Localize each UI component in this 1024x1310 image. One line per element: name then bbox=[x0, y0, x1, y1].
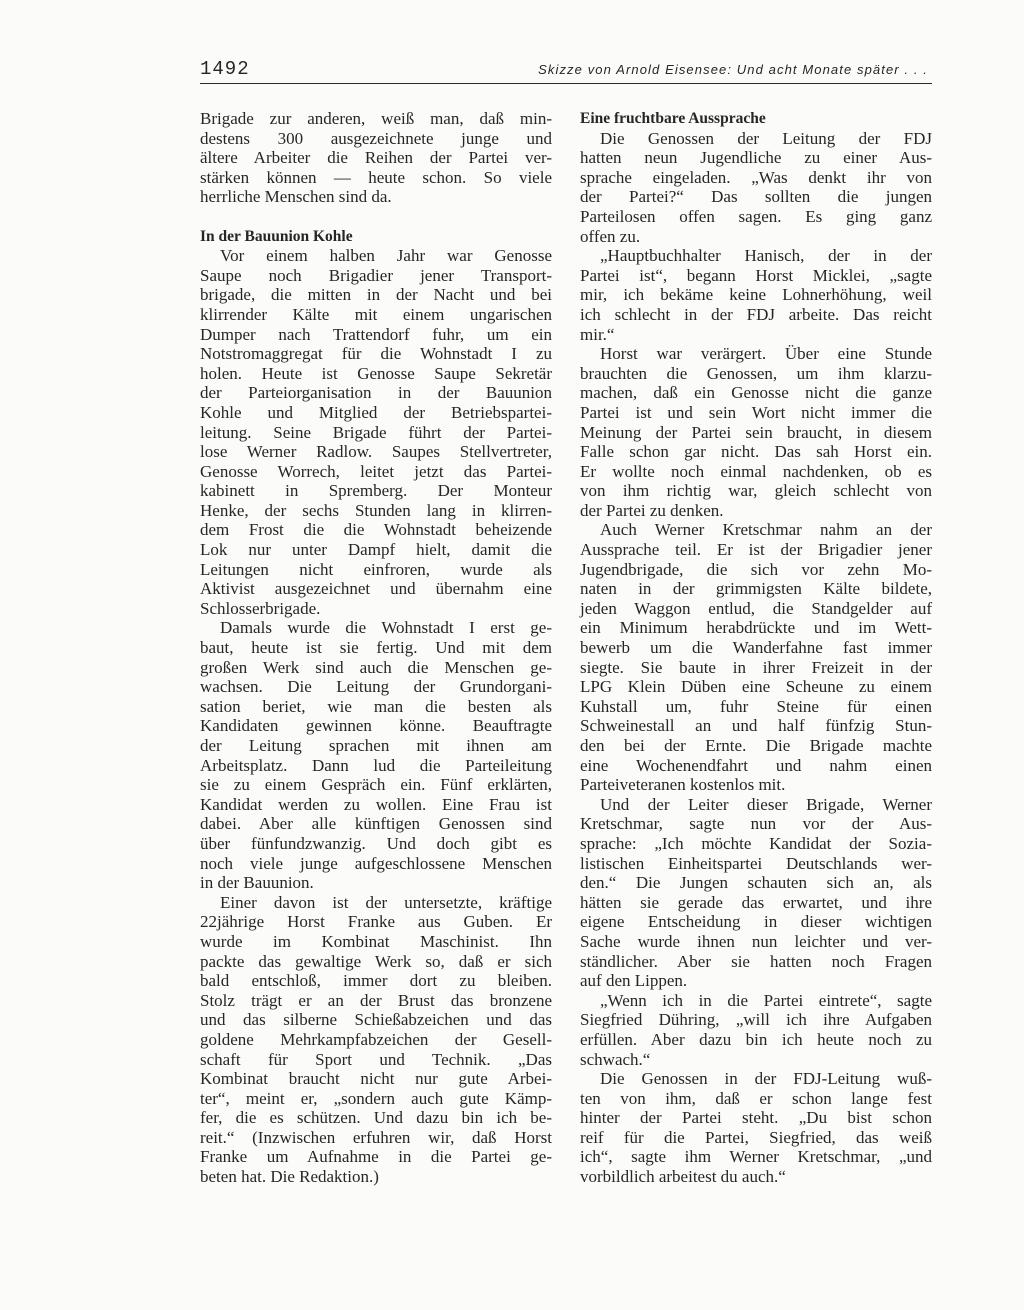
text-line: beten hat. Die Redaktion.) bbox=[200, 1167, 379, 1187]
text-line: ich“, sagte ihm Werner Kretschmar, „und bbox=[580, 1147, 932, 1167]
text-line: wurde im Kombinat Maschinist. Ihn bbox=[200, 931, 552, 951]
text-line: Parteiveteranen kostenlos mit. bbox=[580, 775, 786, 795]
text-line: ältere Arbeiter die Reihen der Partei ver- bbox=[200, 148, 552, 168]
text-line: sie zu einem Gespräch ein. Fünf erklärten, bbox=[200, 775, 552, 795]
text-line: Schlosserbrigade. bbox=[200, 598, 321, 618]
text-line: Kretschmar, sagte nun vor der Aus- bbox=[580, 814, 932, 834]
text-line: goldene Mehrkampfabzeichen der Gesell- bbox=[200, 1029, 552, 1049]
text-line: Auch Werner Kretschmar nahm an der bbox=[600, 520, 932, 540]
text-line: Saupe noch Brigadier jener Transport- bbox=[200, 265, 552, 285]
text-line: LPG Klein Düben eine Scheune zu einem bbox=[580, 677, 932, 697]
text-line: Kandidaten gewinnen könne. Beauftragte bbox=[200, 716, 552, 736]
text-line: ständlicher. Aber sie hatten noch Fragen bbox=[580, 951, 932, 971]
text-line: machen, daß ein Genosse nicht die ganze bbox=[580, 383, 932, 403]
text-line: hatten neun Jugendliche zu einer Aus- bbox=[580, 148, 932, 168]
text-line: in der Bauunion. bbox=[200, 873, 314, 893]
text-line: hinter der Partei steht. „Du bist schon bbox=[580, 1108, 932, 1128]
text-line: dem Frost die die Wohnstadt beheizende bbox=[200, 520, 552, 540]
paragraph bbox=[580, 991, 932, 1069]
text-line: erfüllen. Aber dazu bin ich heute noch zu bbox=[580, 1029, 932, 1049]
text-line: Damals wurde die Wohnstadt I erst ge- bbox=[220, 618, 552, 638]
text-line: schwach.“ bbox=[580, 1049, 651, 1069]
text-line: stärken können — heute schon. So viele bbox=[200, 167, 552, 187]
text-line: Genosse Worrech, leitet jetzt das Partei- bbox=[200, 461, 552, 481]
text-line: Notstromaggregat für die Wohnstadt I zu bbox=[200, 344, 552, 364]
text-line: Sache wurde ihnen nun leichter und ver- bbox=[580, 931, 932, 951]
text-line: sprache: „Ich möchte Kandidat der Sozia- bbox=[580, 833, 932, 853]
text-line: Siegfried Dühring, „will ich ihre Aufgaben bbox=[580, 1010, 932, 1030]
text-line: „Hauptbuchhalter Hanisch, der in der bbox=[600, 246, 932, 266]
text-line: Franke um Aufnahme in die Partei ge- bbox=[200, 1147, 552, 1167]
text-line: bald entschloß, immer dort zu bleiben. bbox=[200, 971, 552, 991]
text-line: naten in der grimmigsten Kälte bildete, bbox=[580, 579, 932, 599]
text-line: Einer davon ist der untersetzte, kräftige bbox=[220, 892, 552, 912]
text-line: ein Minimum herabdrückte und im Wett- bbox=[580, 618, 932, 638]
paragraph bbox=[200, 109, 552, 207]
text-line: mir.“ bbox=[580, 324, 615, 344]
text-line: klirrender Kälte mit einem ungarischen bbox=[200, 304, 552, 324]
text-line: destens 300 ausgezeichnete junge und bbox=[200, 128, 552, 148]
text-line: Meinung der Partei sein braucht, in diesem bbox=[580, 422, 932, 442]
section-heading: In der Bauunion Kohle bbox=[200, 227, 353, 245]
text-line: Lok nur unter Dampf hielt, damit die bbox=[200, 540, 552, 560]
text-line: noch viele junge aufgeschlossene Menschen bbox=[200, 853, 552, 873]
text-line: bewerb um die Wanderfahne fast immer bbox=[580, 638, 932, 658]
text-line: Stolz trägt er an der Brust das bronzene bbox=[200, 990, 552, 1010]
section-heading: Eine fruchtbare Aussprache bbox=[580, 110, 766, 127]
text-line: eigene Entscheidung in dieser wichtigen bbox=[580, 912, 932, 932]
text-line: Horst war verärgert. Über eine Stunde bbox=[600, 344, 932, 364]
text-line: dabei. Aber alle künftigen Genossen sind bbox=[200, 814, 552, 834]
text-line: eine Wochenendfahrt und nahm einen bbox=[580, 755, 932, 775]
text-line: der Partei zu denken. bbox=[580, 500, 724, 520]
text-line: Leitungen nicht einfroren, wurde als bbox=[200, 559, 552, 579]
text-line: Brigade zur anderen, weiß man, daß min- bbox=[200, 109, 552, 128]
text-line: jeden Waggon entlud, die Standgelder auf bbox=[580, 598, 932, 618]
text-line: Aktivist ausgezeichnet und übernahm eine bbox=[200, 579, 552, 599]
paragraph bbox=[200, 246, 552, 618]
running-title: Skizze von Arnold Eisensee: Und acht Monate später . . . bbox=[538, 62, 928, 77]
paragraph bbox=[580, 520, 932, 794]
header-rule bbox=[200, 83, 932, 84]
paragraph bbox=[200, 618, 552, 892]
text-line: mir, ich bekäme keine Lohnerhöhung, weil bbox=[580, 285, 932, 305]
text-line: brauchten die Genossen, um ihm klarzu- bbox=[580, 363, 932, 383]
text-line: Aussprache teil. Er ist der Brigadier jener bbox=[580, 540, 932, 560]
text-line: sation beriet, wie man die besten als bbox=[200, 696, 552, 716]
text-line: Arbeitsplatz. Dann lud die Parteileitung bbox=[200, 755, 552, 775]
paragraph bbox=[580, 1069, 932, 1187]
text-line: hätten sie gerade das erwartet, und ihre bbox=[580, 892, 932, 912]
paragraph bbox=[200, 893, 552, 1187]
text-line: sprache eingeladen. „Was denkt ihr von bbox=[580, 167, 932, 187]
text-line: listischen Einheitspartei Deutschlands wer- bbox=[580, 853, 932, 873]
text-line: schaft für Sport und Technik. „Das bbox=[200, 1049, 552, 1069]
text-line: „Wenn ich in die Partei eintrete“, sagte bbox=[600, 990, 932, 1010]
text-line: herrliche Menschen sind da. bbox=[200, 187, 392, 207]
text-line: Partei ist“, begann Horst Micklei, „sagte bbox=[580, 265, 932, 285]
text-line: siegte. Sie baute in ihrer Freizeit in der bbox=[580, 657, 932, 677]
text-line: und das silberne Schießabzeichen und das bbox=[200, 1010, 552, 1030]
text-line: Kombinat braucht nicht nur gute Arbei- bbox=[200, 1069, 552, 1089]
text-line: kabinett in Spremberg. Der Monteur bbox=[200, 481, 552, 501]
text-line: Falle schon gar nicht. Das sah Horst ein. bbox=[580, 442, 932, 462]
text-line: Er wollte noch einmal nachdenken, ob es bbox=[580, 461, 932, 481]
text-line: ter“, meint er, „sondern auch gute Kämp- bbox=[200, 1088, 552, 1108]
paragraph bbox=[580, 795, 932, 991]
page-header bbox=[200, 58, 932, 86]
text-line: den bei der Ernte. Die Brigade machte bbox=[580, 736, 932, 755]
text-line: lose Werner Radlow. Saupes Stellvertreter, bbox=[200, 442, 552, 462]
text-line: reif für die Partei, Siegfried, das weiß bbox=[580, 1127, 932, 1147]
text-line: wachsen. Die Leitung der Grundorgani- bbox=[200, 677, 552, 697]
text-line: Kuhstall um, fuhr Steine für einen bbox=[580, 696, 932, 716]
text-line: leitung. Seine Brigade führt der Partei- bbox=[200, 422, 552, 442]
text-line: den.“ Die Jungen schauten sich an, als bbox=[580, 873, 932, 893]
text-line: vorbildlich arbeitest du auch.“ bbox=[580, 1167, 786, 1187]
text-line: über fünfundzwanzig. Und doch gibt es bbox=[200, 833, 552, 853]
right-column bbox=[580, 109, 932, 1187]
text-line: holen. Heute ist Genosse Saupe Sekretär bbox=[200, 363, 552, 383]
text-line: der Parteiorganisation in der Bauunion bbox=[200, 383, 552, 403]
text-line: von ihm richtig war, gleich schlecht von bbox=[580, 481, 932, 501]
paragraph bbox=[580, 246, 932, 344]
text-line: Parteilosen offen sagen. Es ging ganz bbox=[580, 206, 932, 226]
text-line: Henke, der sechs Stunden lang in klirren- bbox=[200, 500, 552, 520]
text-line: Und der Leiter dieser Brigade, Werner bbox=[600, 794, 932, 814]
text-line: Kandidat werden zu wollen. Eine Frau ist bbox=[200, 794, 552, 814]
text-line: Schweinestall an und half fünfzig Stun- bbox=[580, 716, 932, 736]
text-line: offen zu. bbox=[580, 226, 641, 246]
text-line: baut, heute ist sie fertig. Und mit dem bbox=[200, 638, 552, 658]
text-line: Dumper nach Trattendorf fuhr, um ein bbox=[200, 324, 552, 344]
text-line: Die Genossen der Leitung der FDJ bbox=[600, 128, 932, 148]
text-line: auf den Lippen. bbox=[580, 971, 688, 991]
text-line: packte das gewaltige Werk so, daß er sich bbox=[200, 951, 552, 971]
paragraph bbox=[580, 344, 932, 520]
left-column bbox=[200, 109, 552, 1187]
text-line: großen Werk sind auch die Menschen ge- bbox=[200, 657, 552, 677]
text-line: Vor einem halben Jahr war Genosse bbox=[220, 246, 552, 266]
page-number: 1492 bbox=[200, 58, 250, 80]
text-line: Kohle und Mitglied der Betriebspartei- bbox=[200, 402, 552, 422]
text-line: Jugendbrigade, die sich vor zehn Mo- bbox=[580, 559, 932, 579]
text-line: reit.“ (Inzwischen erfuhren wir, daß Horst bbox=[200, 1127, 552, 1147]
text-line: der Leitung sprachen mit ihnen am bbox=[200, 736, 552, 755]
text-line: ich schlecht in der FDJ arbeite. Das reicht bbox=[580, 304, 932, 324]
paragraph bbox=[580, 129, 932, 247]
text-line: ten von ihm, daß er schon lange fest bbox=[580, 1088, 932, 1108]
text-line: fer, die es schützen. Und dazu bin ich be- bbox=[200, 1108, 552, 1128]
text-line: 22jährige Horst Franke aus Guben. Er bbox=[200, 912, 552, 932]
text-line: brigade, die mitten in der Nacht und bei bbox=[200, 285, 552, 305]
text-line: Die Genossen in der FDJ-Leitung wuß- bbox=[600, 1069, 932, 1089]
text-line: der Partei?“ Das sollten die jungen bbox=[580, 187, 932, 207]
text-line: Partei ist und sein Wort nicht immer die bbox=[580, 402, 932, 422]
